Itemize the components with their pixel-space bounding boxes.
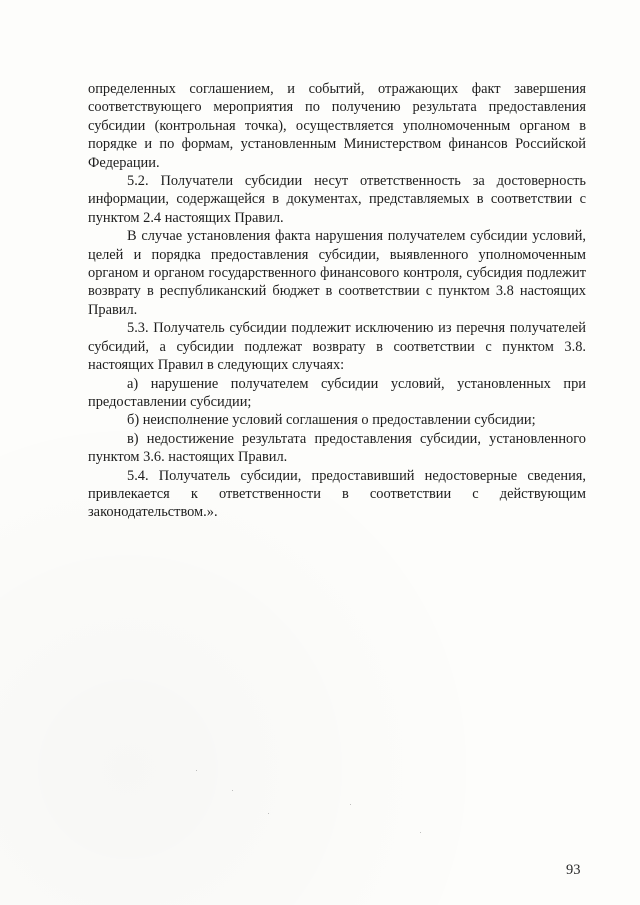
scan-speck <box>196 770 197 771</box>
paragraph-5-2: 5.2. Получатели субсидии несут ответственность за достоверность информации, содержащейся в документах, представляемых в соответствии с пунктом 2.4 настоящих Правил. <box>88 173 586 226</box>
body-text <box>88 80 586 522</box>
paragraph-5-3: 5.3. Получатель субсидии подлежит исключению из перечня получателей субсидий, а субсидии подлежат возврату в соответствии с пунктом 3.8. настоящих Правил в следующих случаях: <box>88 320 586 374</box>
list-item-v: в) недостижение результата предоставления субсидии, установленного пунктом 3.6. настоящих Правил. <box>88 430 586 466</box>
scan-speck <box>268 813 269 814</box>
scan-speck <box>420 832 421 833</box>
paragraph-5-4: 5.4. Получатель субсидии, предоставивший недостоверные сведения, привлекается к ответственности в соответствии с действующим законодательством.». <box>88 467 586 521</box>
page-number: 93 <box>566 862 581 878</box>
paragraph-violation: В случае установления факта нарушения получателем субсидии условий, целей и порядка предоставления субсидии, выявленного уполномоченным органом и органом государственного финансового контроля, субсидия подлежит возврату в республиканский бюджет в соответствии с пунктом 3.8 настоящих Правил. <box>88 228 586 318</box>
list-item-b: б) неисполнение условий соглашения о предоставлении субсидии; <box>127 412 536 429</box>
scan-speck <box>350 804 351 805</box>
list-item-a: а) нарушение получателем субсидии условий, установленных при предоставлении субсидии; <box>88 375 586 410</box>
scan-speck <box>232 790 233 791</box>
paragraph-continuation: определенных соглашением, и событий, отражающих факт завершения соответствующего мероприятия по получению результата предоставления субсидии (контрольная точка), осуществляется уполномоченным органом в порядке и по формам, установленным Министерством финансов Российской Федерации. <box>88 81 586 171</box>
